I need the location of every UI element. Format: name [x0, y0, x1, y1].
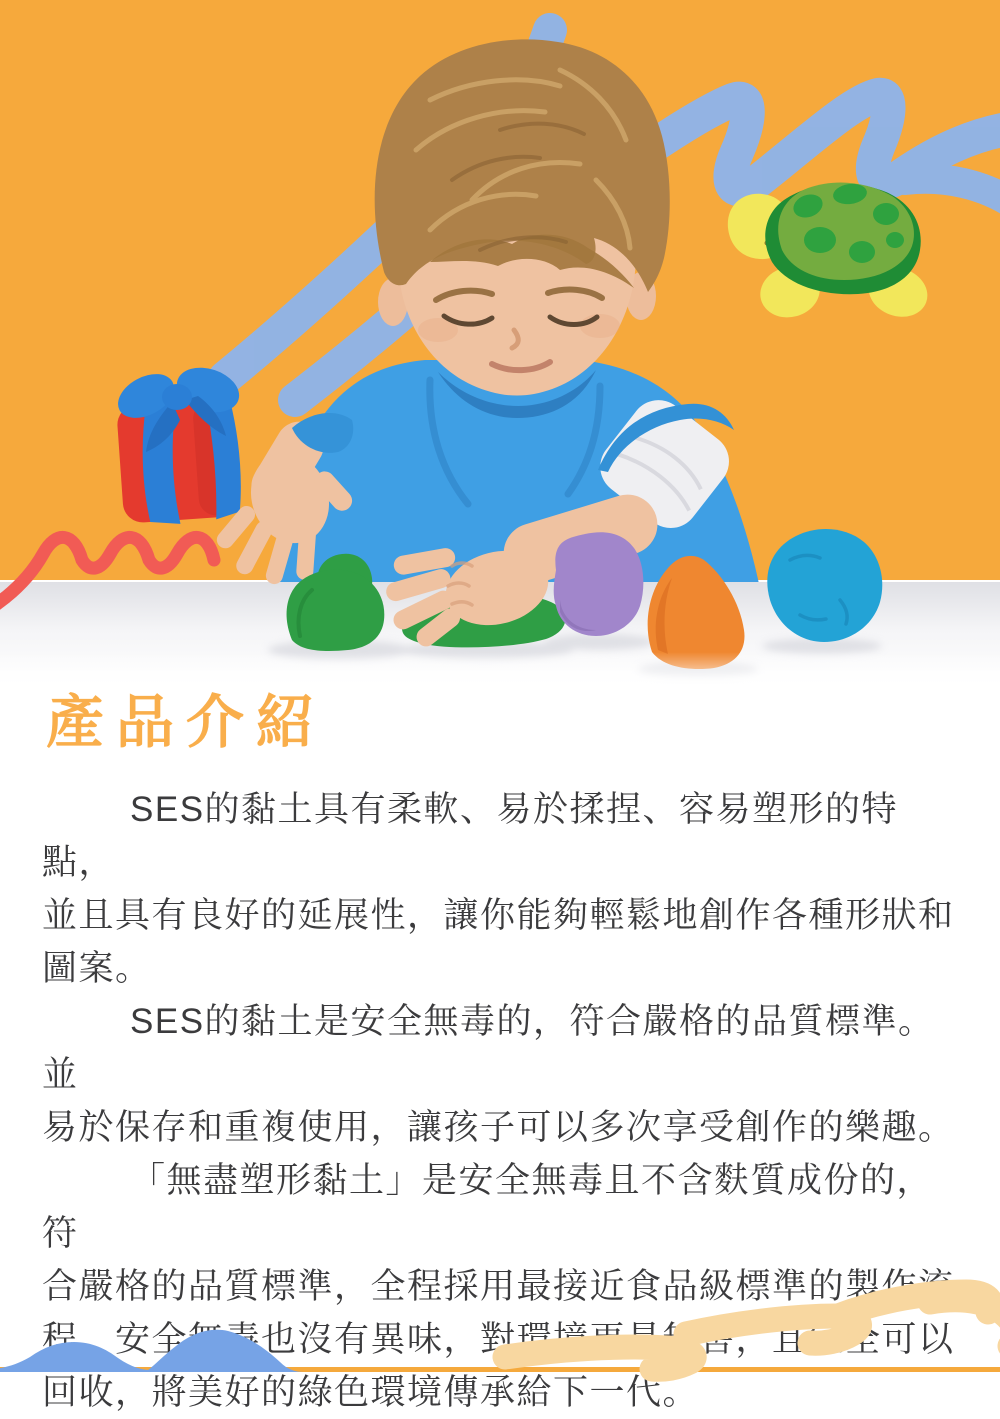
text-line: 並且具有良好的延展性，讓你能夠輕鬆地創作各種形狀和 [42, 896, 955, 936]
text-line: 回收，將美好的綠色環境傳承給下一代。 [42, 1373, 700, 1413]
text-line: SES的黏土具有柔軟、易於揉捏、容易塑形的特點， [42, 790, 899, 883]
text-line: 易於保存和重複使用，讓孩子可以多次享受創作的樂趣。 [42, 1108, 955, 1148]
cheek-right [580, 314, 620, 338]
text-line: 圖案。 [42, 949, 152, 989]
text-line: 「無盡塑形黏土」是安全無毒且不含麩質成份的，符 [42, 1161, 934, 1254]
hero-photo-section [0, 0, 1000, 690]
shadow [545, 634, 655, 650]
hero-bottom-fade [0, 652, 1000, 690]
hero-illustration [0, 0, 1000, 690]
turtle-spot [804, 227, 836, 253]
turtle-spot [873, 203, 899, 225]
section-heading: 產品介紹 [46, 690, 327, 755]
tan-wave-1 [505, 1347, 694, 1369]
turtle-spot [886, 232, 904, 248]
text-line: SES的黏土是安全無毒的，符合嚴格的品質標準。並 [42, 1002, 935, 1095]
text-line: 程，安全無毒也沒有異味，對環境更是無害，且完全可以 [42, 1320, 955, 1360]
paragraph-2 [42, 995, 958, 1154]
footer-wave-tan-group [505, 1292, 1000, 1369]
turtle-spot [849, 241, 875, 263]
paragraph-1 [42, 783, 958, 995]
footer-decoration [0, 1272, 1000, 1372]
blue-hills [0, 1330, 304, 1372]
gift-bow-knot [162, 384, 192, 410]
text-line: 合嚴格的品質標準，全程採用最接近食品級標準的製作流 [42, 1267, 955, 1307]
footer-waves [0, 1272, 1000, 1372]
clay-gift-box [111, 360, 245, 528]
